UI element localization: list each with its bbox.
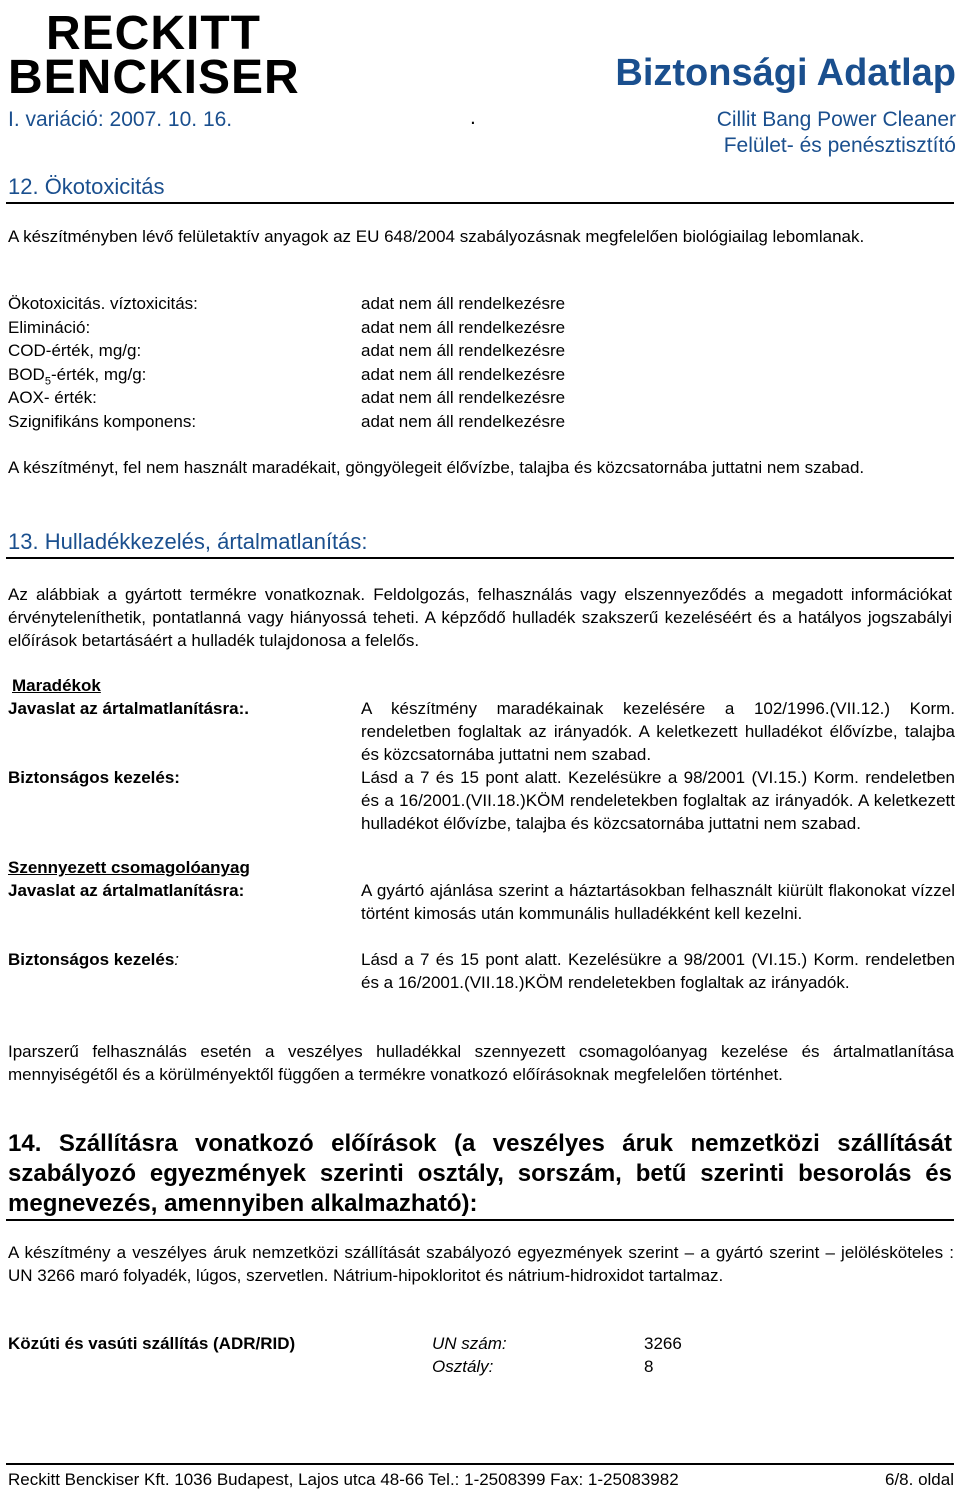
section14-rule xyxy=(6,1219,954,1221)
section13-rule xyxy=(6,557,954,559)
document-title: Biztonsági Adatlap xyxy=(615,52,956,94)
logo-text-line2: BENCKISER xyxy=(8,51,300,104)
section14-title-line2: szabályozó egyezmények szerinti osztály, sorszám, betű szerinti besorolás és xyxy=(8,1160,952,1187)
residues-safe-label: Biztonságos kezelés: xyxy=(8,768,180,787)
un-number-label: UN szám: xyxy=(432,1334,507,1353)
section12-rule xyxy=(6,202,954,204)
un-number-value: 3266 xyxy=(644,1334,682,1353)
ecotox-value: adat nem áll rendelkezésre xyxy=(361,294,566,313)
section13-title: 13. Hulladékkezelés, ártalmatlanítás: xyxy=(8,529,368,554)
ecotox-values xyxy=(361,292,761,433)
ecotox-label: Ökotoxicitás. víztoxicitás: xyxy=(8,294,198,313)
bod-value: adat nem áll rendelkezésre xyxy=(361,364,566,384)
packaging-disposal-text: A gyártó ajánlása szerint a háztartásokban felhasznált kiürült flakonokat vízzel történt kimosás után kommunális hulladékként kell kezelni. xyxy=(361,881,955,923)
elimination-value: adat nem áll rendelkezésre xyxy=(361,317,566,337)
section12-warning: A készítményt, fel nem használt maradékait, göngyölegeit élővízbe, talajba és közcsatornába juttatni nem szabad. xyxy=(8,458,865,477)
residues-heading: Maradékok xyxy=(12,676,101,695)
class-label: Osztály: xyxy=(432,1357,494,1376)
cod-value: adat nem áll rendelkezésre xyxy=(361,341,566,360)
residues-safe-text: Lásd a 7 és 15 pont alatt. Kezelésükre a 98/2001 (VI.15.) Korm. rendeletben és a 16/2001.(VII.18.)KÖM rendeletekben foglaltak az irányadók. A keletkezett hulladékot élővízbe, talajba és közcsatornába juttatni nem szabad. xyxy=(361,768,955,833)
section14-title-line3: megnevezés, amennyiben alkalmazható): xyxy=(8,1190,478,1217)
residues-disposal-text: A készítmény maradékainak kezelésére a 102/1996.(VII.12.) Korm. rendeletben foglaltak az irányadók. A keletkezett hulladékot élővízbe, talajba és közcsatornába juttatni nem szabad. xyxy=(361,699,955,764)
aox-value: adat nem áll rendelkezésre xyxy=(361,388,566,407)
aox-label: AOX- érték: xyxy=(8,388,97,407)
cod-label: COD-érték, mg/g: xyxy=(8,341,142,360)
ecotox-labels xyxy=(8,292,348,433)
packaging-disposal-label: Javaslat az ártalmatlanításra: xyxy=(8,881,245,900)
footer-rule xyxy=(6,1463,954,1465)
version-info: I. variáció: 2007. 10. 16. xyxy=(8,108,233,131)
packaging-safe-label: Biztonságos kezelés: xyxy=(8,950,180,969)
section12-title: 12. Ökotoxicitás xyxy=(8,174,165,199)
packaging-heading: Szennyezett csomagolóanyag xyxy=(8,858,250,877)
product-type: Felület- és penésztisztító xyxy=(723,134,956,157)
elimination-label: Elimináció: xyxy=(8,317,91,337)
industrial-use-text: Iparszerű felhasználás esetén a veszélyes hulladékkal szennyezett csomagolóanyag kezelése és ártalmatlanítása mennyiségétől és a körülményektől függően a termékre vonatkozó előírásoknak megfelelően történhet. xyxy=(8,1042,954,1084)
class-value: 8 xyxy=(644,1357,654,1376)
bod-label: $BOD_5$-érték, mg/g: xyxy=(8,364,147,387)
significant-component-label: Szignifikáns komponens: xyxy=(8,411,197,431)
page-number: 6/8. oldal xyxy=(885,1470,954,1489)
section13-intro: Az alábbiak a gyártott termékre vonatkoznak. Feldolgozás, felhasználás vagy elszennyeződés a megadott információkat érvényteleníthetik, pontatlanná vagy hiányossá teheti. A képződő hulladék szakszerű kezeléséért és a hatályos jogszabályi előírások betartásáért a hulladék tulajdonosa a felelős. xyxy=(8,585,952,650)
transport-label: Közúti és vasúti szállítás (ADR/RID) xyxy=(8,1334,296,1353)
section14-title-line1: 14. Szállításra vonatkozó előírások (a veszélyes áruk nemzetközi szállítását xyxy=(8,1130,952,1157)
logo-text-line1: RECKITT xyxy=(46,7,261,60)
section14-text: A készítmény a veszélyes áruk nemzetközi szállítását szabályozó egyezmények szerint – a gyártó szerint – jelölésköteles : UN 3266 maró folyadék, lúgos, szervetlen. Nátrium-hipokloritot és nátrium-hidroxidot tartalmaz. xyxy=(8,1243,954,1285)
significant-component-value: adat nem áll rendelkezésre xyxy=(361,411,566,431)
product-name: Cillit Bang Power Cleaner xyxy=(716,108,956,131)
company-logo xyxy=(8,6,300,104)
residues-disposal-label: Javaslat az ártalmatlanításra:. xyxy=(8,699,249,718)
header-separator: . xyxy=(470,106,476,129)
packaging-safe-text: Lásd a 7 és 15 pont alatt. Kezelésükre a 98/2001 (VI.15.) Korm. rendeletben és a 16/2001.(VII.18.)KÖM rendeletekben foglaltak az irányadók. xyxy=(361,950,955,992)
section12-intro: A készítményben lévő felületaktív anyagok az EU 648/2004 szabályozásnak megfelelően biológiailag lebomlanak. xyxy=(8,227,865,246)
footer-address: Reckitt Benckiser Kft. 1036 Budapest, Lajos utca 48-66 Tel.: 1-2508399 Fax: 1-25083982 xyxy=(8,1470,679,1489)
